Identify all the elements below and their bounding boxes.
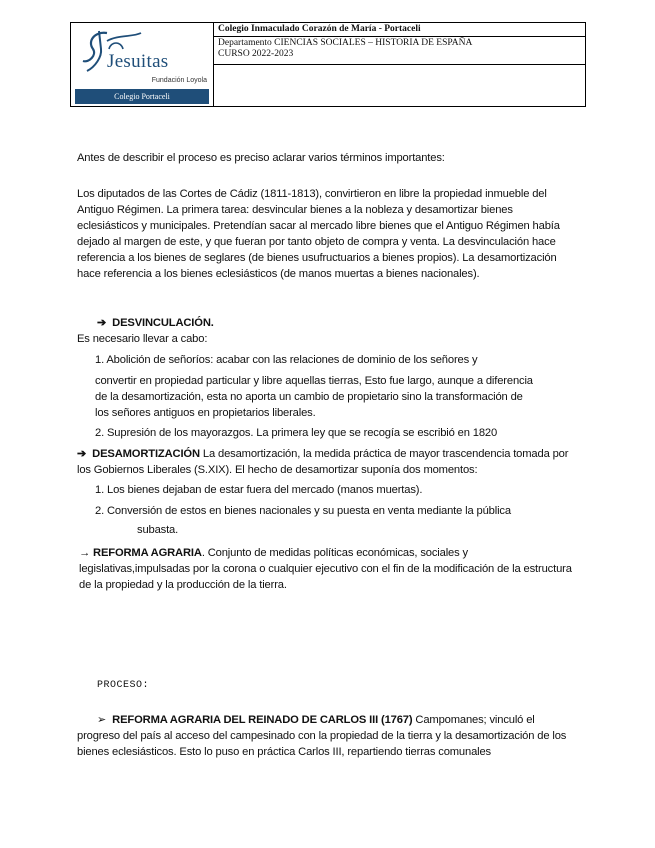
arrowhead-icon: ➢ [97, 714, 107, 726]
list-item [95, 352, 585, 368]
desvinculacion-title: DESVINCULACIÓN. [112, 317, 214, 329]
list-text: Supresión de los mayorazgos. La primera ley que se recogía se escribió en 1820 [107, 427, 498, 439]
list-item [95, 503, 585, 519]
desamortizacion-paragraph [77, 446, 579, 478]
list-number: 2. [95, 427, 105, 439]
list-item [95, 425, 585, 441]
department: Departamento CIENCIAS SOCIALES – HISTORIA DE ESPAÑA [218, 38, 473, 48]
arrow-icon: → [79, 547, 91, 559]
arrow-icon: ➔ [77, 448, 87, 460]
department-course [214, 37, 585, 65]
course: CURSO 2022-2023 [218, 49, 294, 59]
list-number: 1. [95, 484, 105, 496]
list-item-continuation: convertir en propiedad particular y libre aquellas tierras, Esto fue largo, aunque a diferencia de la desamortización, esta no aporta un cambio de propietario sino la transformación de los señores antiguos en propietarios liberales. [95, 375, 533, 419]
list-number: 2. [95, 505, 105, 517]
reforma-agraria-paragraph [79, 545, 579, 593]
desvinculacion-lead: Es necesario llevar a cabo: [77, 333, 208, 345]
school-logo [71, 23, 214, 106]
desamortizacion-text: La desamortización, la medida práctica de mayor trascendencia tomada por los Gobiernos Liberales (S.XIX). El hecho de desamortizar suponía dos momentos: [77, 448, 569, 476]
paragraph-cortes-cadiz: Los diputados de las Cortes de Cádiz (1811-1813), convirtieron en libre la propiedad inmueble del Antiguo Régimen. La primera tarea: desvincular bienes a la nobleza y desamortizar bienes eclesiásticos y municipales. Pretendían sacar al mercado libre bienes que el Antiguo Régimen había dejado al margen de este, y que fueran por tanto objeto de compra y venta. La desvinculación hace referencia a los bienes de seglares (de bienes usufructuarios a bienes propios). La desamortización hace referencia a los bienes eclesiásticos (de manos muertas a bienes nacionales). [77, 188, 560, 280]
list-text: Los bienes dejaban de estar fuera del mercado (manos muertas). [107, 484, 423, 496]
header-empty-row [214, 65, 585, 106]
logo-school-bar: Colegio Portaceli [75, 89, 209, 104]
desvinculacion-heading [97, 315, 597, 331]
reforma-text: . Conjunto de medidas políticas económicas, sociales y legislativas,impulsadas por la corona o cualquier ejecutivo con el fin de la modificación de la estructura de la propiedad y la producción de la tierra. [79, 547, 572, 591]
proceso-label: PROCESO: [97, 680, 150, 691]
list-text: Conversión de estos en bienes nacionales y su puesta en venta mediante la pública [107, 505, 511, 517]
carlos-iii-paragraph [77, 712, 577, 760]
header-table [70, 22, 586, 107]
list-item-continuation: subasta. [137, 524, 179, 536]
arrow-icon: ➔ [97, 317, 107, 329]
carlos-iii-title: REFORMA AGRARIA DEL REINADO DE CARLOS III (1767) [112, 714, 413, 726]
list-item [95, 482, 585, 498]
reforma-title: REFORMA AGRARIA [93, 547, 202, 559]
list-text: Abolición de señoríos: acabar con las relaciones de dominio de los señores y [106, 354, 478, 366]
logo-foundation: Fundación Loyola [151, 77, 207, 84]
carlos-iii-text: Campomanes; vinculó el progreso del país al acceso del campesinado con la propiedad de la tierra y la desamortización de los bienes eclesiásticos. Esto lo puso en práctica Carlos III, repartiendo tierras comunales [77, 714, 567, 758]
logo-brand: Jesuitas [107, 51, 169, 72]
desamortizacion-title: DESAMORTIZACIÓN [92, 448, 200, 460]
header-info [214, 23, 585, 106]
school-name: Colegio Inmaculado Corazón de María - Portaceli [214, 23, 585, 37]
intro-text: Antes de describir el proceso es preciso aclarar varios términos importantes: [77, 152, 445, 164]
list-number: 1. [95, 354, 105, 366]
